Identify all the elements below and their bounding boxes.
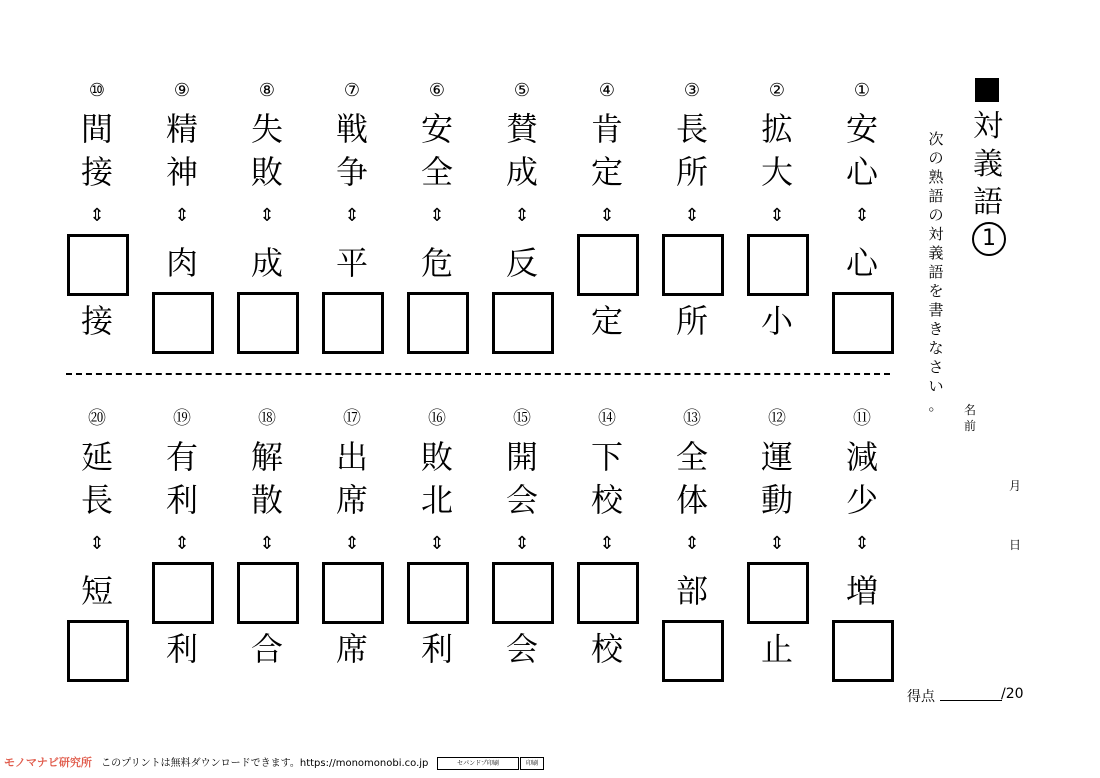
question-word-char: 心 [845, 153, 878, 191]
question-word-char: 成 [505, 153, 538, 191]
answer-given-char: 席 [335, 630, 368, 668]
answer-box[interactable] [577, 562, 639, 624]
opposite-arrow-icon: ⇕ [89, 533, 105, 554]
question-word-char: 動 [760, 481, 793, 519]
question-word-char: 解 [250, 438, 283, 476]
question-word-char: 席 [335, 481, 368, 519]
question-word-char: 会 [505, 481, 538, 519]
answer-given-char: 小 [760, 302, 793, 340]
name-label [960, 402, 980, 434]
footer-button-1[interactable]: セパンドプ印刷 [437, 757, 519, 770]
answer-given-char: 利 [420, 630, 453, 668]
question-word-char: 失 [250, 110, 283, 148]
opposite-arrow-icon: ⇕ [429, 205, 445, 226]
question-word-char: 精 [165, 110, 198, 148]
title-number: 1 [972, 222, 1006, 256]
instruction-char: 次 [928, 130, 944, 148]
instruction-char: 熟 [928, 168, 944, 186]
opposite-arrow-icon: ⇕ [769, 205, 785, 226]
question-word-char: 安 [845, 110, 878, 148]
answer-given-char: 危 [420, 244, 453, 282]
question-word-char: 出 [335, 438, 368, 476]
question-number: ① [853, 80, 871, 101]
answer-given-char: 止 [760, 630, 793, 668]
title-char: 語 [973, 185, 1003, 220]
question-word-char: 校 [590, 481, 623, 519]
day-label: 日 [1008, 538, 1021, 552]
section-divider [66, 373, 890, 375]
opposite-arrow-icon: ⇕ [259, 205, 275, 226]
answer-box[interactable] [747, 562, 809, 624]
question-number: ⑧ [258, 80, 276, 101]
answer-box[interactable] [407, 562, 469, 624]
question-number: ② [768, 80, 786, 101]
question-word-char: 拡 [760, 110, 793, 148]
answer-box[interactable] [492, 292, 554, 354]
question-number: ⑲ [173, 408, 191, 429]
answer-given-char: 平 [335, 244, 368, 282]
question-number: ⑥ [428, 80, 446, 101]
question-word-char: 間 [80, 110, 113, 148]
question-word-char: 少 [845, 481, 878, 519]
question-word-char: 安 [420, 110, 453, 148]
answer-given-char: 反 [505, 244, 538, 282]
question-number: ⑤ [513, 80, 531, 101]
month-label: 月 [1008, 479, 1021, 493]
answer-given-char: 成 [250, 244, 283, 282]
question-word-char: 開 [505, 438, 538, 476]
question-word-char: 運 [760, 438, 793, 476]
question-word-char: 大 [760, 153, 793, 191]
instruction-char: き [928, 320, 944, 338]
answer-given-char: 肉 [165, 244, 198, 282]
opposite-arrow-icon: ⇕ [344, 205, 360, 226]
answer-box[interactable] [322, 562, 384, 624]
opposite-arrow-icon: ⇕ [344, 533, 360, 554]
answer-given-char: 増 [845, 572, 878, 610]
instruction-char: 語 [928, 263, 944, 281]
instruction-char: 義 [928, 244, 944, 262]
opposite-arrow-icon: ⇕ [684, 205, 700, 226]
question-word-char: 定 [590, 153, 623, 191]
question-number: ⑬ [683, 408, 701, 429]
answer-box[interactable] [322, 292, 384, 354]
answer-box[interactable] [237, 562, 299, 624]
question-number: ⑨ [173, 80, 191, 101]
footer-brand: モノマナビ研究所 [4, 756, 92, 769]
question-word-char: 全 [675, 438, 708, 476]
instruction-char: の [928, 206, 944, 224]
opposite-arrow-icon: ⇕ [599, 533, 615, 554]
footer-button-2[interactable]: 印刷 [520, 757, 544, 770]
question-number: ⑩ [88, 80, 106, 101]
question-word-char: 利 [165, 481, 198, 519]
answer-given-char: 短 [80, 572, 113, 610]
instruction-char: 語 [928, 187, 944, 205]
opposite-arrow-icon: ⇕ [854, 205, 870, 226]
answer-box[interactable] [67, 234, 129, 296]
question-number: ⑭ [598, 408, 616, 429]
instruction-char: 対 [928, 225, 944, 243]
answer-box[interactable] [152, 562, 214, 624]
answer-given-char: 合 [250, 630, 283, 668]
opposite-arrow-icon: ⇕ [769, 533, 785, 554]
answer-box[interactable] [662, 234, 724, 296]
question-number: ④ [598, 80, 616, 101]
answer-box[interactable] [237, 292, 299, 354]
question-number: ⑰ [343, 408, 361, 429]
question-word-char: 散 [250, 481, 283, 519]
opposite-arrow-icon: ⇕ [854, 533, 870, 554]
instruction-char: 書 [928, 301, 944, 319]
answer-given-char: 定 [590, 302, 623, 340]
worksheet-title [968, 108, 1008, 222]
score-line [940, 700, 1002, 701]
answer-given-char: 接 [80, 302, 113, 340]
question-word-char: 長 [675, 110, 708, 148]
answer-box[interactable] [747, 234, 809, 296]
opposite-arrow-icon: ⇕ [599, 205, 615, 226]
answer-given-char: 心 [845, 244, 878, 282]
question-number: ⑦ [343, 80, 361, 101]
answer-box[interactable] [407, 292, 469, 354]
question-number: ⑱ [258, 408, 276, 429]
answer-given-char: 会 [505, 630, 538, 668]
instruction-char: さ [928, 358, 944, 376]
answer-box[interactable] [67, 620, 129, 682]
title-char: 対 [973, 109, 1003, 144]
question-word-char: 全 [420, 153, 453, 191]
question-word-char: 下 [590, 438, 623, 476]
answer-given-char: 部 [675, 572, 708, 610]
question-word-char: 神 [165, 153, 198, 191]
answer-box[interactable] [152, 292, 214, 354]
answer-box[interactable] [662, 620, 724, 682]
score-label: 得点 [907, 689, 935, 705]
question-word-char: 長 [80, 481, 113, 519]
answer-box[interactable] [492, 562, 554, 624]
answer-given-char: 利 [165, 630, 198, 668]
score-total: /20 [1001, 686, 1024, 702]
question-number: ③ [683, 80, 701, 101]
question-word-char: 延 [80, 438, 113, 476]
opposite-arrow-icon: ⇕ [89, 205, 105, 226]
instruction-char: を [928, 282, 944, 300]
question-word-char: 有 [165, 438, 198, 476]
instruction-char: い [928, 377, 944, 395]
answer-box[interactable] [832, 620, 894, 682]
instruction-text [922, 130, 950, 415]
question-number: ⑯ [428, 408, 446, 429]
question-word-char: 減 [845, 438, 878, 476]
opposite-arrow-icon: ⇕ [514, 533, 530, 554]
question-word-char: 北 [420, 481, 453, 519]
footer-text: このプリントは無料ダウンロードできます。https://monomonobi.co.jp [101, 758, 429, 769]
question-word-char: 体 [675, 481, 708, 519]
answer-given-char: 校 [590, 630, 623, 668]
instruction-char: の [928, 149, 944, 167]
question-word-char: 敗 [250, 153, 283, 191]
instruction-char: 。 [928, 396, 944, 414]
question-number: ⑫ [768, 408, 786, 429]
name-label-char: 前 [963, 419, 976, 433]
score-area [907, 686, 1027, 706]
answer-given-char: 所 [675, 302, 708, 340]
opposite-arrow-icon: ⇕ [174, 533, 190, 554]
footer [4, 756, 428, 771]
question-word-char: 接 [80, 153, 113, 191]
question-number: ⑪ [853, 408, 871, 429]
opposite-arrow-icon: ⇕ [684, 533, 700, 554]
opposite-arrow-icon: ⇕ [259, 533, 275, 554]
question-number: ⑳ [88, 408, 106, 429]
opposite-arrow-icon: ⇕ [514, 205, 530, 226]
question-word-char: 賛 [505, 110, 538, 148]
title-char: 義 [973, 147, 1003, 182]
answer-box[interactable] [577, 234, 639, 296]
question-word-char: 敗 [420, 438, 453, 476]
title-square-mark [975, 78, 999, 102]
instruction-char: な [928, 339, 944, 357]
question-word-char: 戦 [335, 110, 368, 148]
question-word-char: 肯 [590, 110, 623, 148]
question-number: ⑮ [513, 408, 531, 429]
question-word-char: 所 [675, 153, 708, 191]
answer-box[interactable] [832, 292, 894, 354]
opposite-arrow-icon: ⇕ [429, 533, 445, 554]
question-word-char: 争 [335, 153, 368, 191]
name-label-char: 名 [963, 403, 976, 417]
opposite-arrow-icon: ⇕ [174, 205, 190, 226]
